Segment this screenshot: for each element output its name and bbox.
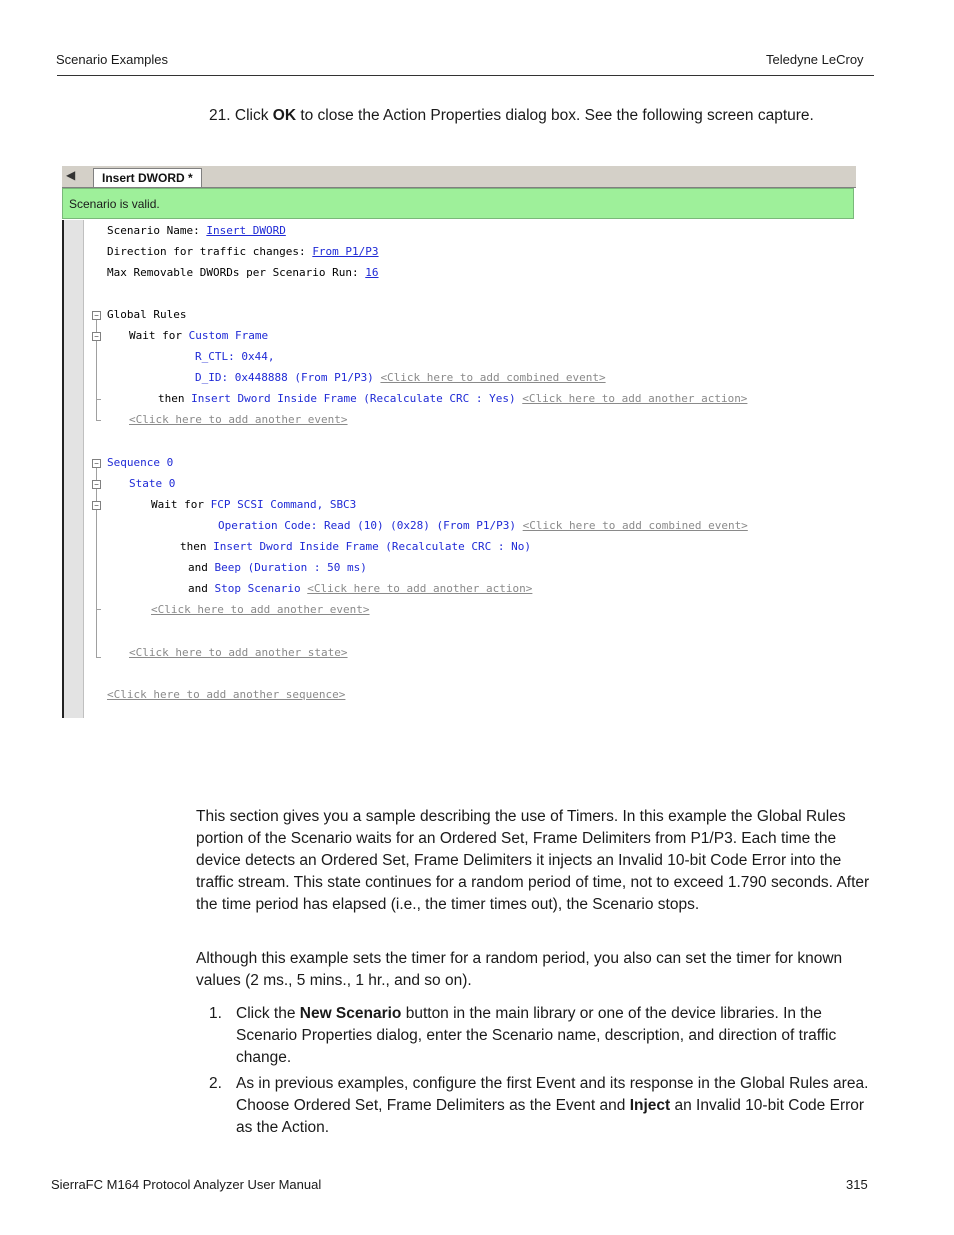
scenario-name-line: Scenario Name: Insert DWORD xyxy=(107,224,286,237)
tree-tick xyxy=(96,657,101,658)
add-another-event-link[interactable]: <Click here to add another event> xyxy=(129,413,348,426)
max-dwords-line: Max Removable DWORDs per Scenario Run: 16 xyxy=(107,266,379,279)
collapse-state-event-icon[interactable]: − xyxy=(92,501,101,510)
custom-frame-link[interactable]: Custom Frame xyxy=(188,329,269,342)
editor-gutter xyxy=(62,220,84,718)
tab-scroll-left-icon[interactable]: ◀ xyxy=(66,168,76,182)
step-number: 21. xyxy=(209,107,231,124)
running-header-company: Teledyne LeCroy xyxy=(766,52,864,67)
add-combined-event-link[interactable]: <Click here to add combined event> xyxy=(380,371,606,384)
global-rules-label: Global Rules xyxy=(107,308,187,321)
direction-line: Direction for traffic changes: From P1/P3 xyxy=(107,245,379,258)
state-0-link[interactable]: State 0 xyxy=(129,477,176,490)
collapse-global-rules-icon[interactable]: − xyxy=(92,311,101,320)
step-text-bold: OK xyxy=(272,107,297,124)
add-another-sequence-link[interactable]: <Click here to add another sequence> xyxy=(107,688,346,701)
list-text: As in previous examples, configure the first Event and its response in the Global Rules area. Choose Ordered Set, Frame Delimiters as the Event and Inject an Invalid 10-bit Code Error as the Action. xyxy=(236,1075,869,1136)
list-text: Click the New Scenario button in the main library or one of the device libraries. In the Scenario Properties dialog, enter the Scenario name, description, and direction of traffic change. xyxy=(236,1005,837,1066)
page-number: 315 xyxy=(846,1177,868,1192)
insert-dword-action-link[interactable]: Insert Dword Inside Frame (Recalculate CRC : Yes) xyxy=(191,392,516,405)
add-another-action-link[interactable]: <Click here to add another action> xyxy=(522,392,748,405)
step-text-post: to close the Action Properties dialog box. See the following screen capture. xyxy=(296,107,814,124)
tree-tick xyxy=(96,609,101,610)
d-id-condition[interactable]: D_ID: 0x448888 (From P1/P3) xyxy=(195,371,374,384)
state-action-3: and Stop Scenario <Click here to add another action> xyxy=(188,582,533,595)
validation-status-bar: Scenario is valid. xyxy=(62,188,854,219)
gutter-edge xyxy=(62,220,64,718)
direction-link[interactable]: From P1/P3 xyxy=(312,245,379,258)
state-wait-line: Wait for FCP SCSI Command, SBC3 xyxy=(151,498,357,511)
footer-manual-title: SierraFC M164 Protocol Analyzer User Manual xyxy=(51,1177,322,1192)
tab-bar xyxy=(62,166,856,188)
collapse-sequence-icon[interactable]: − xyxy=(92,459,101,468)
opcode-line xyxy=(218,519,748,533)
tree-tick xyxy=(96,399,101,400)
list-number: 1. xyxy=(209,1005,222,1022)
list-number: 2. xyxy=(209,1075,222,1092)
collapse-state-icon[interactable]: − xyxy=(92,480,101,489)
running-header-section: Scenario Examples xyxy=(56,52,168,67)
timers-values-paragraph: Although this example sets the timer for a random period, you also can set the timer for known values (2 ms., 5 mins., 1 hr., and so on). xyxy=(196,950,843,989)
add-another-action-link-2[interactable]: <Click here to add another action> xyxy=(307,582,533,595)
scenario-name-link[interactable]: Insert DWORD xyxy=(206,224,286,237)
fcp-scsi-link[interactable]: FCP SCSI Command, SBC3 xyxy=(210,498,357,511)
header-rule xyxy=(57,75,874,76)
step-21 xyxy=(209,107,814,125)
beep-action-link[interactable]: Beep (Duration : 50 ms) xyxy=(214,561,367,574)
scenario-editor-capture xyxy=(62,166,856,718)
add-combined-event-link-2[interactable]: <Click here to add combined event> xyxy=(522,519,748,532)
add-another-state-link[interactable]: <Click here to add another state> xyxy=(129,646,348,659)
tab-insert-dword[interactable]: Insert DWORD * xyxy=(93,168,202,187)
global-wait-line: Wait for Custom Frame xyxy=(129,329,269,342)
max-dwords-link[interactable]: 16 xyxy=(365,266,379,279)
state-action-2: and Beep (Duration : 50 ms) xyxy=(188,561,367,574)
state-action-1: then Insert Dword Inside Frame (Recalculate CRC : No) xyxy=(180,540,532,553)
global-action-line: then Insert Dword Inside Frame (Recalculate CRC : Yes) <Click here to add another action> xyxy=(158,392,748,405)
add-another-event-link-2[interactable]: <Click here to add another event> xyxy=(151,603,370,616)
tree-tick xyxy=(96,420,101,421)
step-text-pre: Click xyxy=(234,107,273,124)
d-id-line xyxy=(195,371,606,385)
stop-scenario-link[interactable]: Stop Scenario xyxy=(214,582,301,595)
collapse-event-icon[interactable]: − xyxy=(92,332,101,341)
tree-line xyxy=(96,468,97,658)
timers-intro-paragraph: This section gives you a sample describing the use of Timers. In this example the Global Rules portion of the Scenario waits for an Ordered Set, Frame Delimiters from P1/P3. Each time the device detects an Ordered Set, Frame Delimiters it injects an Invalid 10-bit Code Error into the traffic stream. This state continues for a random period of time, not to exceed 1.790 seconds. After the time period has elapsed (i.e., the timer times out), the Scenario stops. xyxy=(196,808,870,913)
sequence-0-link[interactable]: Sequence 0 xyxy=(107,456,174,469)
insert-dword-no-recalc-link[interactable]: Insert Dword Inside Frame (Recalculate CRC : No) xyxy=(213,540,532,553)
opcode-condition[interactable]: Operation Code: Read (10) (0x28) (From P1/P3) xyxy=(218,519,517,532)
r-ctl-condition[interactable]: R_CTL: 0x44, xyxy=(195,350,275,363)
